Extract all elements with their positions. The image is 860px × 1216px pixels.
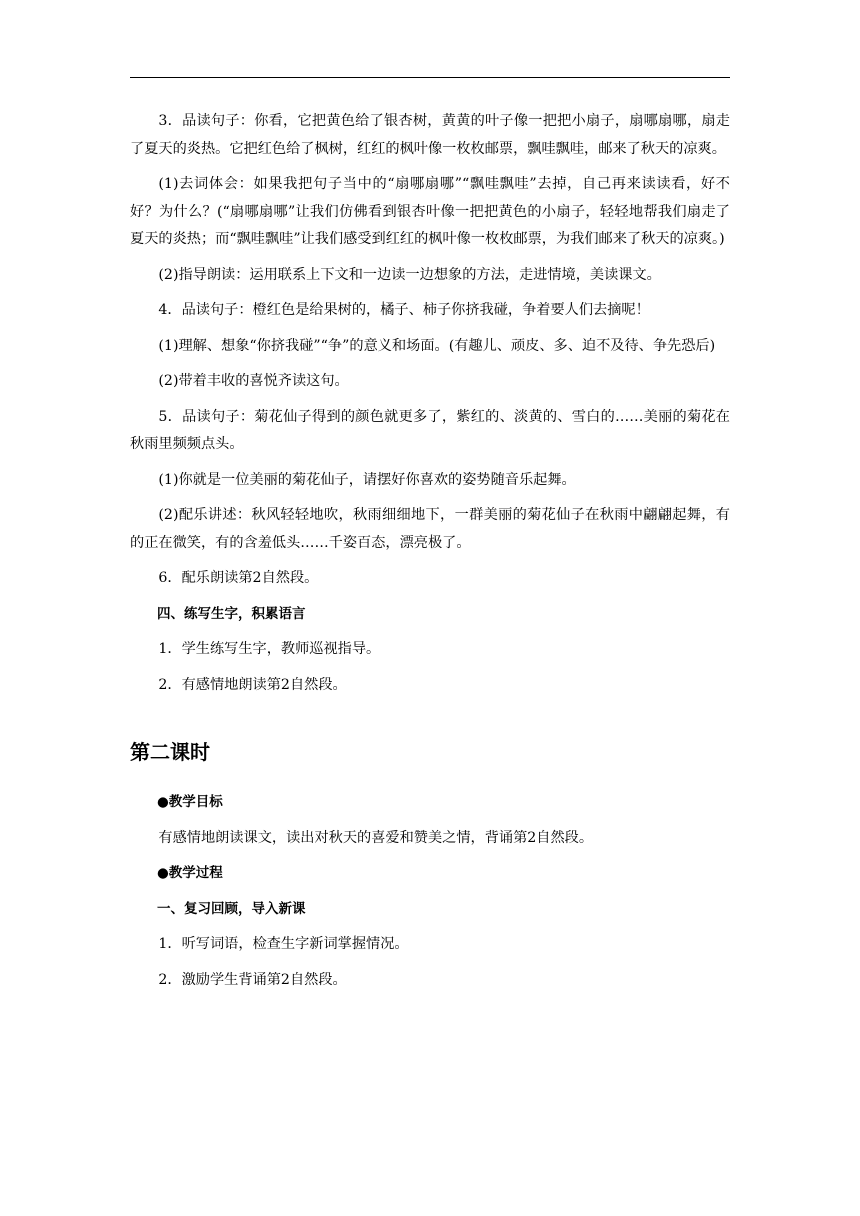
paragraph: (2)带着丰收的喜悦齐读这句。 — [158, 373, 349, 389]
paragraph: 2．有感情地朗读第2自然段。 — [158, 676, 347, 693]
section-heading: ●教学目标 — [157, 794, 223, 810]
paragraph: (1)理解、想象“你挤我碰”“争”的意义和场面。(有趣儿、顽皮、多、迫不及待、争先恐后) — [158, 337, 716, 354]
header-rule — [130, 77, 730, 78]
paragraph: 1．学生练写生字，教师巡视指导。 — [158, 641, 381, 657]
lesson-one-section — [130, 108, 730, 699]
section-heading: 一、复习回顾，导入新课 — [157, 900, 306, 917]
section-heading: 四、练写生字，积累语言 — [157, 605, 306, 622]
paragraph: 有感情地朗读课文，读出对秋天的喜爱和赞美之情，背诵第2自然段。 — [158, 829, 594, 846]
paragraph: 6．配乐朗读第2自然段。 — [158, 570, 319, 586]
paragraph: (2)指导朗读：运用联系上下文和一边读一边想象的方法，走进情境，美读课文。 — [158, 266, 661, 283]
paragraph: 1．听写词语，检查生字新词掌握情况。 — [158, 936, 409, 952]
lesson-two-section — [130, 789, 730, 994]
lesson-heading: 第二课时 — [130, 740, 210, 764]
paragraph: 3．品读句子：你看，它把黄色给了银杏树，黄黄的叶子像一把把小扇子，扇哪扇哪，扇走了夏天的炎热。它把红色给了枫树，红红的枫叶像一枚枚邮票，飘哇飘哇，邮来了秋天的凉爽。 — [130, 113, 730, 157]
paragraph: 4．品读句子：橙红色是给果树的，橘子、柿子你挤我碰，争着要人们去摘呢！ — [158, 302, 650, 318]
paragraph: (1)你就是一位美丽的菊花仙子，请摆好你喜欢的姿势随音乐起舞。 — [158, 471, 576, 488]
paragraph: (2)配乐讲述：秋风轻轻地吹，秋雨细细地下，一群美丽的菊花仙子在秋雨中翩翩起舞，有的正在微笑，有的含羞低头……千姿百态，漂亮极了。 — [130, 507, 730, 551]
paragraph: (1)去词体会：如果我把句子当中的“扇哪扇哪”“飘哇飘哇”去掉，自己再来读读看，好不好？为什么？(“扇哪扇哪”让我们仿佛看到银杏叶像一把把黄色的小扇子，轻轻地帮我们扇走了夏天的炎热；而“飘哇飘哇”让我们感受到红红的枫叶像一枚枚邮票，为我们邮来了秋天的凉爽。) — [130, 176, 730, 247]
page-content — [130, 108, 730, 1002]
section-heading: ●教学过程 — [157, 865, 223, 881]
paragraph: 5．品读句子：菊花仙子得到的颜色就更多了，紫红的、淡黄的、雪白的……美丽的菊花在秋雨里频频点头。 — [130, 408, 730, 452]
paragraph: 2．激励学生背诵第2自然段。 — [158, 971, 347, 988]
